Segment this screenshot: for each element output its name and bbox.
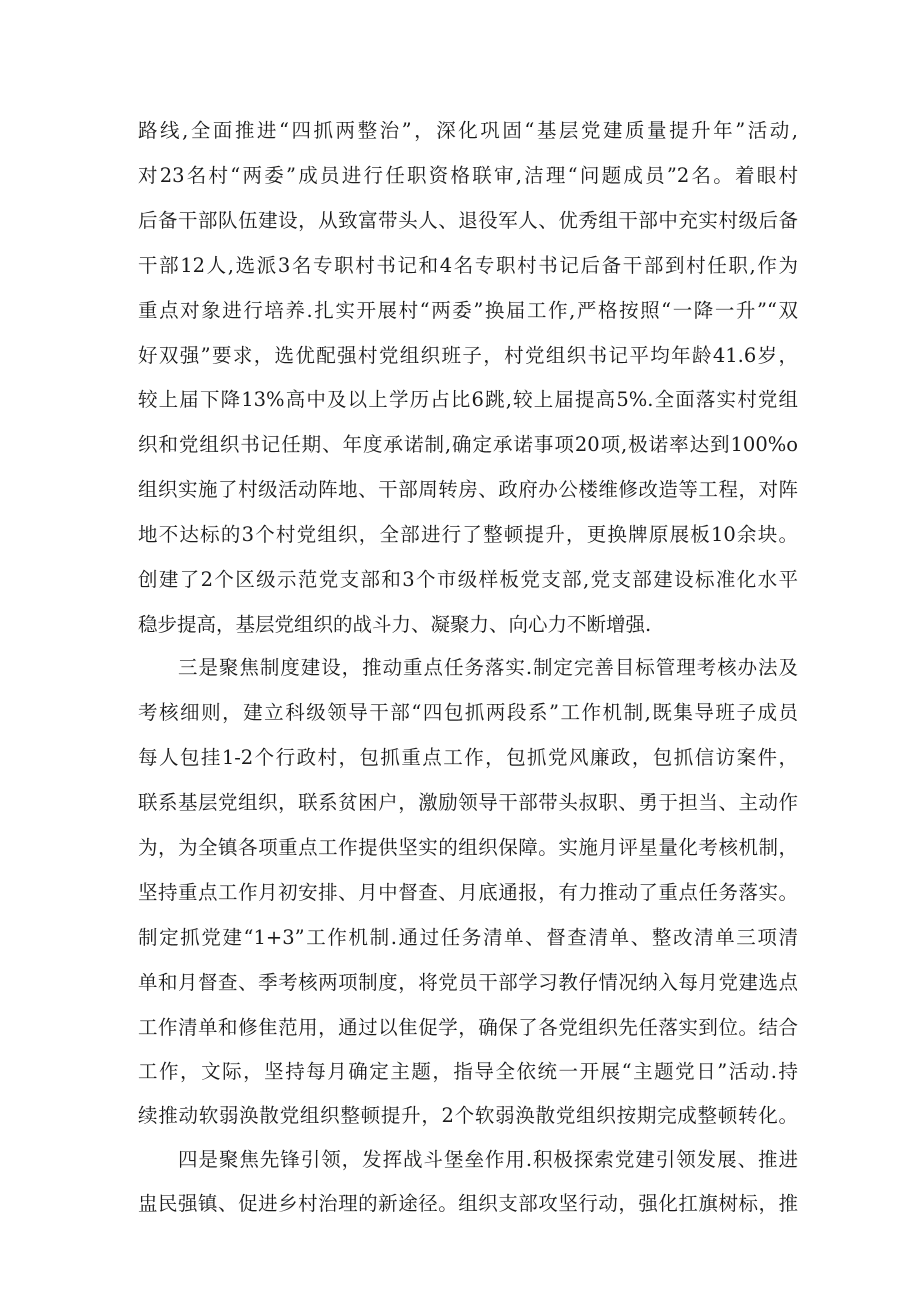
text-line: 对23名村“两委”成员进行任职资格联审,洁理“问题成员”2名。着眼村 bbox=[138, 164, 798, 187]
text-line: 路线,全面推进“四抓两整治”，深化巩固“基层党建质量提升年”活动, bbox=[138, 119, 798, 142]
text-line: 较上届下降13%高中及以上学历占比6跳,较上届提高5%.全面落实村党组 bbox=[138, 388, 798, 411]
text-line: 制定抓党建“1+3”工作机制.通过任务清单、督查清单、整改清单三项清 bbox=[138, 926, 798, 949]
text-line: 联系基层党组织，联系贫困户，激励领导干部带头叔职、勇于担当、主动作 bbox=[138, 791, 798, 814]
text-line: 稳步提高，基层党组织的战斗力、凝聚力、向心力不断增强. bbox=[138, 613, 652, 636]
text-line: 考核细则，建立科级领导干部“四包抓两段系”工作机制,既集导班子成员 bbox=[138, 701, 798, 724]
text-line: 坚持重点工作月初安排、月中督查、月底通报，有力推动了重点任务落实。 bbox=[138, 881, 798, 904]
text-line: 地不达标的3个村党组织，全部进行了整顿提升，更换牌原展板10余块。 bbox=[138, 523, 798, 546]
text-line: 盅民强镇、促进乡村治理的新途径。组织支部攻坚行动，强化扛旗树标，推 bbox=[138, 1192, 798, 1215]
text-line: 每人包挂1-2个行政村，包抓重点工作，包抓党风廉政，包抓信访案件， bbox=[138, 746, 798, 769]
text-line: 组织实施了村级活动阵地、干部周转房、政府办公楼维修改造等工程，对阵 bbox=[138, 478, 798, 501]
text-line: 续推动软弱涣散党组织整顿提升，2个软弱涣散党组织按期完成整顿转化。 bbox=[138, 1104, 798, 1127]
text-line: 重点对象进行培养.扎实开展村“两委”换届工作,严格按照“一降一升”“双 bbox=[138, 299, 798, 322]
text-line: 干部12人,选派3名专职村书记和4名专职村书记后备干部到村任职,作为 bbox=[138, 254, 798, 277]
text-line: 好双强”要求，选优配强村党组织班子，村党组织书记平均年龄41.6岁， bbox=[138, 344, 798, 367]
text-line: 织和党组织书记任期、年度承诺制,确定承诺事项20项,极诺率达到100%o bbox=[138, 433, 798, 456]
text-line: 工作清单和修隹范用，通过以隹促学，确保了各党组织先任落实到位。结合 bbox=[138, 1016, 798, 1039]
text-line: 单和月督查、季考核两项制度，将党员干部学习教仔情况纳入每月党建选点 bbox=[138, 971, 798, 994]
text-line: 工作，文际，坚持每月确定主题，指导全依统一开展“主题党日”活动.持 bbox=[138, 1060, 798, 1083]
text-line: 创建了2个区级示范党支部和3个市级样板党支部,党支部建设标准化水平 bbox=[138, 568, 798, 591]
paragraph-start: 三是聚焦制度建设，推动重点任务落实.制定完善目标管理考核办法及 bbox=[178, 656, 798, 679]
text-line: 为，为全镇各项重点工作提供坚实的组织保障。实施月评星量化考核机制， bbox=[138, 836, 798, 859]
text-line: 后备干部队伍建设，从致富带头人、退役军人、优秀组干部中充实村级后备 bbox=[138, 209, 798, 232]
paragraph-start: 四是聚焦先锋引领，发挥战斗堡垒作用.积极探索党建引领发展、推进 bbox=[178, 1148, 798, 1171]
